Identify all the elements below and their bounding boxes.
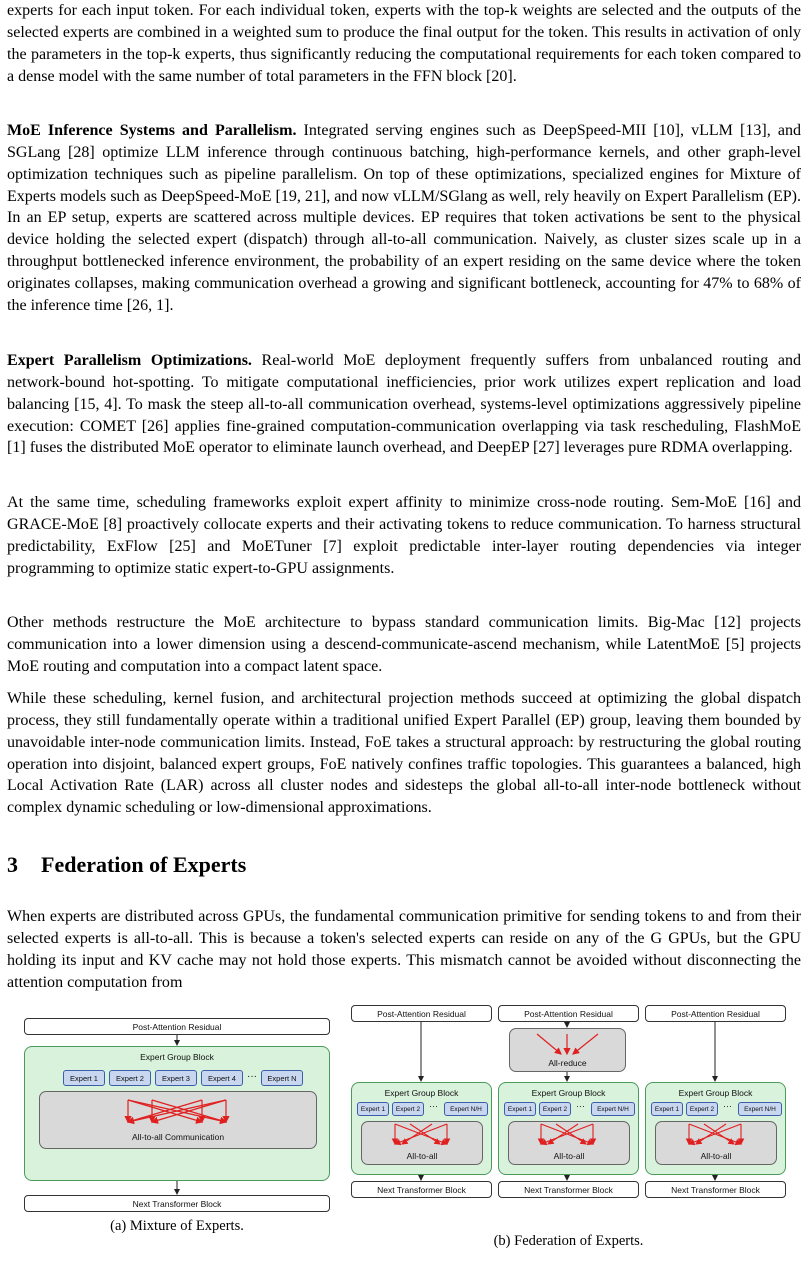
expert-group-label: Expert Group Block bbox=[531, 1088, 606, 1098]
ellipsis: ··· bbox=[247, 1071, 257, 1082]
expert-group-block bbox=[645, 1082, 786, 1175]
post-attention-residual-box: Post-Attention Residual bbox=[351, 1005, 492, 1022]
comm-label: All-to-all bbox=[700, 1151, 732, 1161]
all-to-all-communication-block bbox=[39, 1091, 317, 1149]
section-title: Federation of Experts bbox=[41, 852, 247, 877]
expert-box: Expert 4 bbox=[201, 1070, 243, 1086]
expert-box: Expert 1 bbox=[504, 1102, 536, 1116]
all-to-all-arrows bbox=[128, 1100, 226, 1122]
paragraph-foe-approach: While these scheduling, kernel fusion, and architectural projection methods succeed at optimizing the global dispatch process, they still fundamentally operate within a traditional unified Expert Parallel (EP) group, leaving them bounded by unavoidable inter-node communication limits. Instead, FoE takes a structural approach: by restructuring the global routing operation into disjoint, balanced expert groups, FoE natively confines traffic topologies. This guarantees a balanced, high Local Activation Rate (LAR) across all cluster nodes and sidesteps the global all-to-all inter-node bottleneck without complex dynamic scheduling or low-dimensional approximations. bbox=[7, 690, 801, 817]
expert-box: Expert N/H bbox=[738, 1102, 782, 1116]
comm-label: All-to-all bbox=[553, 1151, 585, 1161]
all-to-all-block bbox=[655, 1121, 777, 1165]
post-attention-residual-box: Post-Attention Residual bbox=[498, 1005, 639, 1022]
paragraph-architecture: Other methods restructure the MoE architecture to bypass standard communication limits. Big-Mac [12] projects communication into a lower dimension using a descend-communicate-ascend mechanism, while LatentMoE [5] projects MoE routing and computation into a compact latent space. bbox=[7, 614, 801, 675]
flow-arrows bbox=[177, 1022, 715, 1194]
expert-box: Expert 2 bbox=[686, 1102, 718, 1116]
expert-box: Expert 3 bbox=[155, 1070, 197, 1086]
ellipsis: ··· bbox=[429, 1101, 438, 1111]
all-reduce-block bbox=[509, 1028, 626, 1072]
expert-group-label: Expert Group Block bbox=[140, 1052, 214, 1062]
all-reduce-label: All-reduce bbox=[548, 1058, 587, 1068]
expert-group-label: Expert Group Block bbox=[384, 1088, 459, 1098]
ellipsis: ··· bbox=[723, 1101, 732, 1111]
next-transformer-block-box: Next Transformer Block bbox=[24, 1195, 330, 1212]
all-to-all-block bbox=[361, 1121, 483, 1165]
paragraph-ep-optimizations bbox=[7, 350, 801, 459]
expert-group-block bbox=[498, 1082, 639, 1175]
expert-box: Expert 2 bbox=[539, 1102, 571, 1116]
next-transformer-block-box: Next Transformer Block bbox=[645, 1181, 786, 1198]
expert-box: Expert 1 bbox=[651, 1102, 683, 1116]
paragraph-inference-systems bbox=[7, 120, 801, 317]
next-transformer-block-box: Next Transformer Block bbox=[498, 1181, 639, 1198]
paragraph-moe-topk: experts for each input token. For each individual token, experts with the top-k weights are selected and the outputs of the selected experts are combined in a weighted sum to produce the final output for the token. This results in activation of only the parameters in the top-k experts, thus significantly reducing the computational requirements for each token compared to a dense model with the same number of total parameters in the FFN block [20]. bbox=[7, 2, 801, 85]
expert-box: Expert N/H bbox=[444, 1102, 488, 1116]
post-attention-residual-box: Post-Attention Residual bbox=[24, 1018, 330, 1035]
figure-a-caption: (a) Mixture of Experts. bbox=[110, 1218, 244, 1234]
section-heading bbox=[7, 852, 246, 878]
expert-group-label: Expert Group Block bbox=[678, 1088, 753, 1098]
expert-box: Expert 2 bbox=[109, 1070, 151, 1086]
paragraph-body: Integrated serving engines such as DeepSpeed-MII [10], vLLM [13], and SGLang [28] optimize LLM inference through continuous batching, high-performance kernels, and other graph-level optimization techniques such as pipeline parallelism. On top of these optimizations, specialized engines for Mixture of Experts models such as DeepSpeed-MoE [19, 21], and now vLLM/SGlang as well, rely heavily on Expert Parallelism (EP). In an EP setup, experts are scattered across multiple devices. EP requires that token activations be sent to the physical device holding the selected expert (dispatch) through all-to-all communication. Naively, as cluster sizes scale up in a throughput bottlenecked inference environment, the probability of an expert residing on the same device where the token originates collapses, making communication overhead a growing and significant bottleneck, accounting for 47% to 68% of the inference time [26, 1]. bbox=[7, 122, 801, 314]
paragraph-body: Real-world MoE deployment frequently suffers from unbalanced routing and network-bound hot-spotting. To mitigate computational inefficiencies, prior work utilizes expert replication and load balancing [15, 4]. To mask the steep all-to-all communication overhead, systems-level optimizations aggressively pipeline execution: COMET [26] applies fine-grained computation-communication overlapping via task rescheduling, FlashMoE [1] fuses the distributed MoE operator to eliminate launch overhead, and DeepEP [27] leverages pure RDMA overlapping. bbox=[7, 352, 801, 457]
expert-box: Expert 1 bbox=[63, 1070, 105, 1086]
post-attention-residual-box: Post-Attention Residual bbox=[645, 1005, 786, 1022]
next-transformer-block-box: Next Transformer Block bbox=[351, 1181, 492, 1198]
paragraph-title: Expert Parallelism Optimizations. bbox=[7, 352, 252, 369]
expert-box: Expert N/H bbox=[591, 1102, 635, 1116]
ellipsis: ··· bbox=[576, 1101, 585, 1111]
paragraph-all-to-all: When experts are distributed across GPUs, the fundamental communication primitive for sending tokens to and from their selected experts is all-to-all. This is because a token's selected experts can reside on any of the G GPUs, but the GPU holding its input and KV cache may not hold those experts. This mismatch cannot be avoided without disconnecting the attention computation from bbox=[7, 908, 801, 991]
expert-box: Expert N bbox=[261, 1070, 303, 1086]
expert-box: Expert 2 bbox=[392, 1102, 424, 1116]
paragraph-title: MoE Inference Systems and Parallelism. bbox=[7, 122, 297, 139]
figure-b-caption: (b) Federation of Experts. bbox=[493, 1233, 644, 1249]
comm-label: All-to-all bbox=[406, 1151, 438, 1161]
comm-label: All-to-all Communication bbox=[131, 1132, 225, 1142]
group-all-to-all-arrows bbox=[395, 1124, 741, 1144]
all-reduce-arrows bbox=[537, 1034, 598, 1054]
section-number: 3 bbox=[7, 852, 18, 877]
paragraph-scheduling: At the same time, scheduling frameworks exploit expert affinity to minimize cross-node routing. Sem-MoE [16] and GRACE-MoE [8] proactively collocate experts and their activating tokens to reduce communication. To harness structural predictability, ExFlow [25] and MoETuner [7] exploit predictable inter-layer routing dependencies via integer programming to optimize static expert-to-GPU assignments. bbox=[7, 494, 801, 577]
expert-box: Expert 1 bbox=[357, 1102, 389, 1116]
expert-group-block bbox=[24, 1046, 330, 1181]
all-to-all-block bbox=[508, 1121, 630, 1165]
expert-group-block bbox=[351, 1082, 492, 1175]
